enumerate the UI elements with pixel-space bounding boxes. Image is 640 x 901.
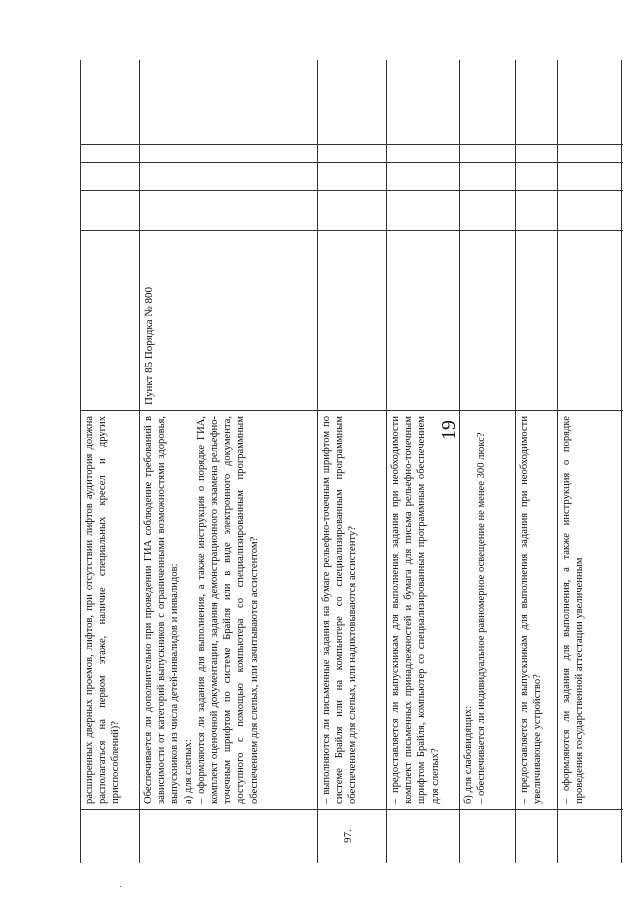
number-cell	[140, 810, 317, 863]
answer-cell	[318, 145, 386, 163]
number-cell	[516, 810, 557, 863]
table-row	[81, 60, 139, 863]
checklist-table	[80, 60, 622, 863]
answer-cell	[516, 163, 557, 191]
question-text: Обеспечивается ли дополнительно при проведении ГИА соблюдение требований в зависимости от категорий выпускников с ограниченными возможностями здоровья, выпускников из числа детей-инвалидов и инвалидов:	[143, 416, 181, 804]
number-cell	[558, 810, 623, 863]
question-text: – оформляются ли задания для выполнения, а также инструкция о порядке проведения государственной аттестации увеличенным	[561, 416, 586, 804]
reference-cell	[387, 231, 459, 411]
question-text: расширенных дверных проемов, лифтов, при отсутствии лифтов аудитория должна располагаться на первом этаже, наличие специальных кресел и других приспособлений)?	[84, 416, 122, 804]
table-row	[139, 60, 317, 863]
comment-cell	[81, 60, 139, 145]
answer-cell	[318, 191, 386, 231]
comment-cell	[558, 60, 623, 145]
question-text: б) для слабовидящих:	[463, 705, 474, 804]
answer-cell	[558, 163, 623, 191]
question-cell	[81, 411, 139, 810]
table-row	[317, 60, 386, 863]
number-cell	[318, 810, 386, 863]
number-cell	[460, 810, 515, 863]
comment-cell	[516, 60, 557, 145]
scan-speck	[120, 886, 121, 887]
question-cell	[387, 411, 459, 810]
question-text: – предоставляется ли выпускникам для выполнения задания при необходимости комплект письменных принадлежностей и бумага для письма рельефно-точечным шрифтом Брайля, компьютер со специализированным программным обеспечением для слепых?	[390, 416, 441, 804]
answer-cell	[387, 145, 459, 163]
number-cell	[81, 810, 139, 863]
table-row	[515, 60, 557, 863]
answer-cell	[460, 191, 515, 231]
answer-cell	[81, 191, 139, 231]
answer-cell	[387, 163, 459, 191]
reference-cell	[318, 231, 386, 411]
question-cell	[140, 411, 317, 810]
answer-cell	[81, 163, 139, 191]
question-text: – выполняются ли письменные задания на бумаге рельефно-точечным шрифтом по системе Брайля или на компьютере со специализированным программным обеспечением для слепых, или надиктовываются ассистенту?	[321, 416, 359, 804]
answer-cell	[81, 145, 139, 163]
table-row	[557, 60, 623, 863]
answer-cell	[516, 145, 557, 163]
reference-cell	[140, 231, 317, 411]
answer-cell	[558, 145, 623, 163]
reference-cell	[516, 231, 557, 411]
comment-cell	[140, 60, 317, 145]
reference-cell	[460, 231, 515, 411]
table-row	[459, 60, 515, 863]
answer-cell	[516, 191, 557, 231]
question-text: – обеспечивается ли индивидуальное равномерное освещение не менее 300 люкс?	[476, 432, 488, 804]
question-cell	[460, 411, 515, 810]
comment-cell	[460, 60, 515, 145]
answer-cell	[558, 191, 623, 231]
comment-cell	[387, 60, 459, 145]
question-text: – предоставляется ли выпускникам для выполнения задания при необходимости увеличивающее устройство?	[519, 416, 544, 804]
number-cell	[387, 810, 459, 863]
answer-cell	[460, 163, 515, 191]
reference-cell	[558, 231, 623, 411]
reference-text: Пункт 85 Порядка № 800	[143, 287, 155, 405]
question-cell	[558, 411, 623, 810]
answer-cell	[387, 191, 459, 231]
answer-cell	[460, 145, 515, 163]
table-row	[386, 60, 459, 863]
answer-cell	[140, 191, 317, 231]
page-number: 19	[438, 420, 460, 440]
question-cell	[516, 411, 557, 810]
answer-cell	[140, 145, 317, 163]
answer-cell	[140, 163, 317, 191]
question-text: – оформляются ли задания для выполнения, а также инструкция о порядке ГИА, комплект оценочной документации, задания демонстрационного экзамена рельефно-точечным шрифтом по системе Брайля или в виде электронного документа, доступного с помощью компьютера со специализированным программным обеспечением для слепых, или зачитываются ассистентом?	[195, 416, 260, 804]
comment-cell	[318, 60, 386, 145]
row-number: 97.	[342, 829, 354, 843]
answer-cell	[318, 163, 386, 191]
reference-cell	[81, 231, 139, 411]
question-cell	[318, 411, 386, 810]
question-text: а) для слепых:	[182, 739, 194, 804]
